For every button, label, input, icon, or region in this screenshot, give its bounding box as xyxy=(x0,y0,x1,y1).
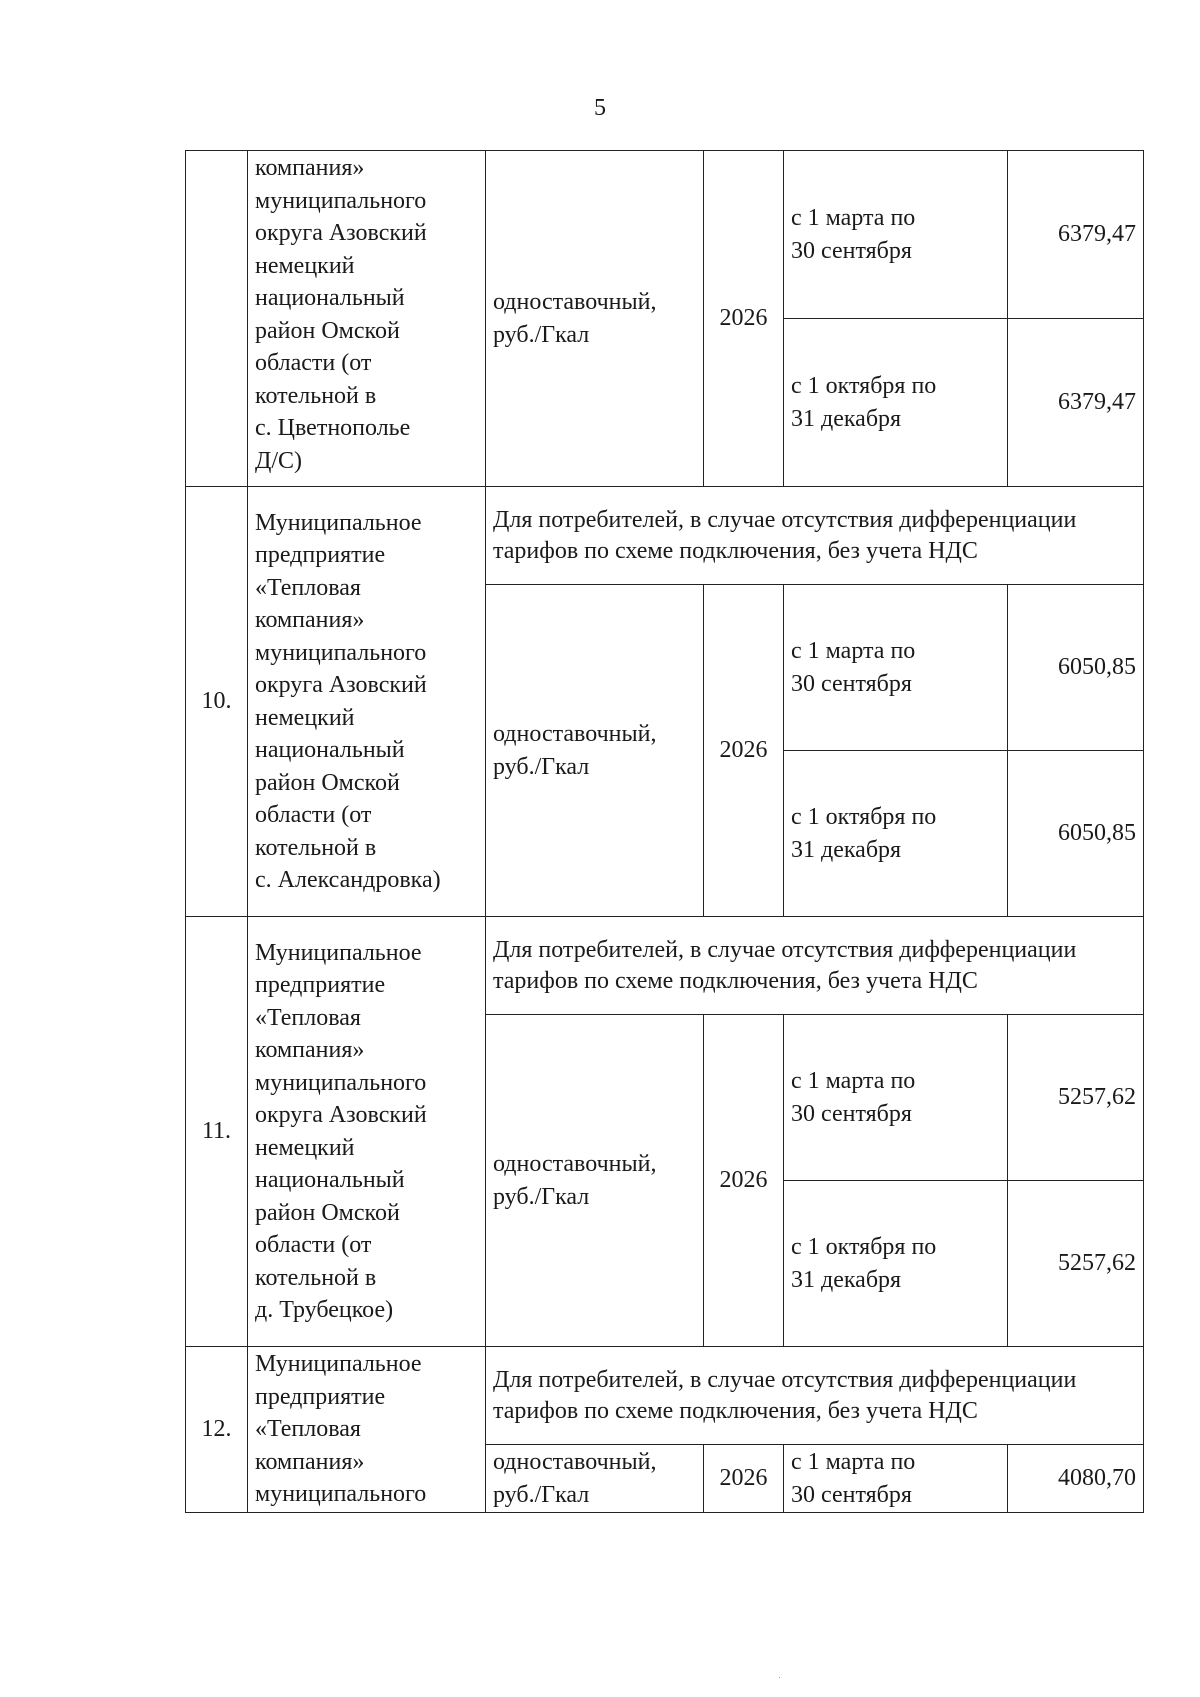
tariff-type-cell: одноставочный, руб./Гкал xyxy=(486,1445,704,1513)
consumer-note: Для потребителей, в случае отсутствия дифференциации тарифов по схеме подключения, без учета НДС xyxy=(486,1347,1144,1445)
table-row xyxy=(186,1347,1144,1445)
tariff-value: 6050,85 xyxy=(1008,751,1144,917)
organization-cell: Муниципальное предприятие «Тепловая компания» муниципального xyxy=(248,1347,486,1513)
table-row xyxy=(186,151,1144,319)
tariff-value: 6379,47 xyxy=(1008,319,1144,487)
scan-speck xyxy=(779,1677,780,1678)
year-cell: 2026 xyxy=(704,1015,784,1347)
period-cell: с 1 марта по 30 сентября xyxy=(784,585,1008,751)
period-cell: с 1 марта по 30 сентября xyxy=(784,1445,1008,1513)
page-number: 5 xyxy=(594,95,606,121)
table-row xyxy=(186,917,1144,1015)
tariff-type-cell: одноставочный, руб./Гкал xyxy=(486,1015,704,1347)
period-cell: с 1 марта по 30 сентября xyxy=(784,1015,1008,1181)
tariff-table xyxy=(185,150,1144,1513)
row-number xyxy=(186,151,248,487)
tariff-value: 6050,85 xyxy=(1008,585,1144,751)
tariff-type-cell: одноставочный, руб./Гкал xyxy=(486,585,704,917)
period-cell: с 1 марта по 30 сентября xyxy=(784,151,1008,319)
period-cell: с 1 октября по 31 декабря xyxy=(784,1181,1008,1347)
tariff-type-cell: одноставочный, руб./Гкал xyxy=(486,151,704,487)
year-cell: 2026 xyxy=(704,151,784,487)
row-number: 11. xyxy=(186,917,248,1347)
tariff-value: 4080,70 xyxy=(1008,1445,1144,1513)
tariff-value: 6379,47 xyxy=(1008,151,1144,319)
organization-cell: компания» муниципального округа Азовский немецкий национальный район Омской области (от котельной в с. Цветнополье Д/С) xyxy=(248,151,486,487)
organization-cell: Муниципальное предприятие «Тепловая компания» муниципального округа Азовский немецкий национальный район Омской области (от котельной в д. Трубецкое) xyxy=(248,917,486,1347)
tariff-value: 5257,62 xyxy=(1008,1181,1144,1347)
row-number: 12. xyxy=(186,1347,248,1513)
tariff-value: 5257,62 xyxy=(1008,1015,1144,1181)
row-number: 10. xyxy=(186,487,248,917)
organization-cell: Муниципальное предприятие «Тепловая компания» муниципального округа Азовский немецкий национальный район Омской области (от котельной в с. Александровка) xyxy=(248,487,486,917)
period-cell: с 1 октября по 31 декабря xyxy=(784,319,1008,487)
year-cell: 2026 xyxy=(704,1445,784,1513)
period-cell: с 1 октября по 31 декабря xyxy=(784,751,1008,917)
consumer-note: Для потребителей, в случае отсутствия дифференциации тарифов по схеме подключения, без учета НДС xyxy=(486,917,1144,1015)
table-row xyxy=(186,487,1144,585)
consumer-note: Для потребителей, в случае отсутствия дифференциации тарифов по схеме подключения, без учета НДС xyxy=(486,487,1144,585)
year-cell: 2026 xyxy=(704,585,784,917)
